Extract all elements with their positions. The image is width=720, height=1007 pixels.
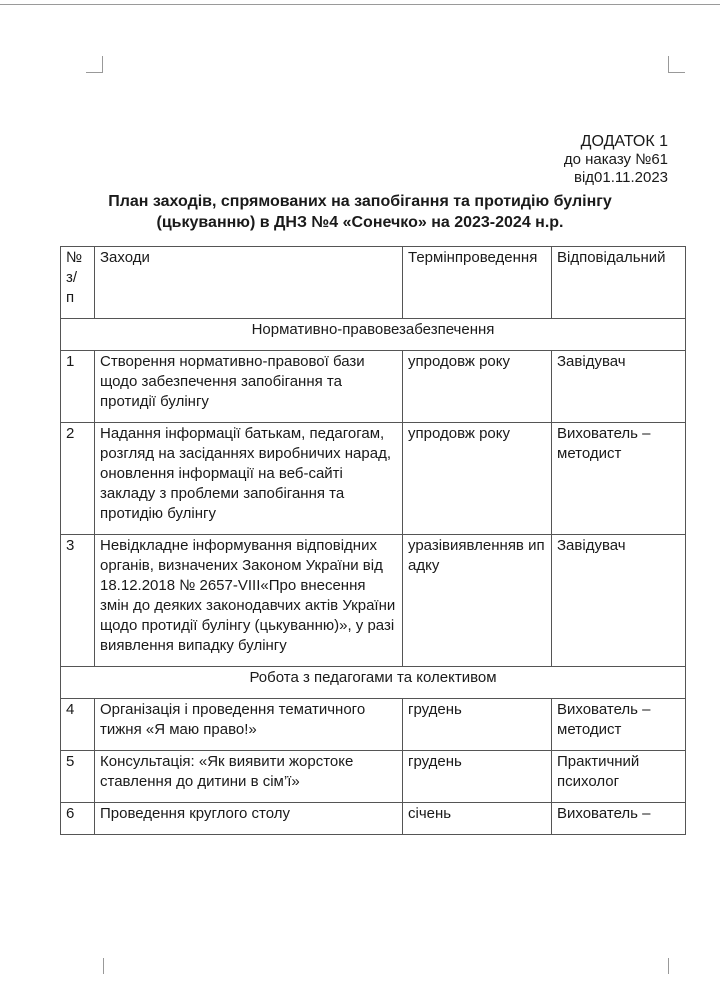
row-action: Організація і проведення тематичного тижня «Я маю право!» xyxy=(95,699,403,751)
row-term: упродовж року xyxy=(403,423,552,535)
row-action: Створення нормативно-правової бази щодо забезпечення запобігання та протидії булінгу xyxy=(95,351,403,423)
appendix-line-2: до наказу №61 xyxy=(563,151,668,168)
row-responsible: Завідувач xyxy=(552,535,686,667)
table-header-row xyxy=(61,247,686,319)
page-top-edge xyxy=(0,4,720,5)
header-action: Заходи xyxy=(95,247,403,319)
row-responsible: Вихователь – xyxy=(552,803,686,835)
appendix-line-3: від01.11.2023 xyxy=(573,169,668,186)
title-line-1: План заходів, спрямованих на запобігання та протидію булінгу xyxy=(108,193,612,210)
corner-mark-bottom-right xyxy=(668,958,670,974)
row-responsible: Завідувач xyxy=(552,351,686,423)
row-action: Невідкладне інформування відповідних органів, визначених Законом України від 18.12.2018 № 2657-VIII«Про внесення змін до деяких законодавчих актів України щодо протидії булінгу (цькуванню)», у разі виявлення випадку булінгу xyxy=(95,535,403,667)
row-responsible: Вихователь – методист xyxy=(552,699,686,751)
row-responsible: Практичний психолог xyxy=(552,751,686,803)
document-title xyxy=(60,191,660,233)
table-row xyxy=(61,803,686,835)
row-action: Консультація: «Як виявити жорстоке ставлення до дитини в сім’ї» xyxy=(95,751,403,803)
row-term: січень xyxy=(403,803,552,835)
corner-mark-bottom-left xyxy=(103,958,105,974)
section-title: Нормативно-правовезабезпечення xyxy=(61,319,686,351)
row-num: 3 xyxy=(61,535,95,667)
section-row xyxy=(61,667,686,699)
row-num: 2 xyxy=(61,423,95,535)
header-num: № з/ п xyxy=(61,247,95,319)
row-action: Надання інформації батькам, педагогам, розгляд на засіданнях виробничих нарад, оновлення інформації на веб-сайті закладу з проблеми запобігання та протидію булінгу xyxy=(95,423,403,535)
row-num: 6 xyxy=(61,803,95,835)
row-num: 1 xyxy=(61,351,95,423)
row-num: 4 xyxy=(61,699,95,751)
row-term: упродовж року xyxy=(403,351,552,423)
title-line-2: (цькуванню) в ДНЗ №4 «Сонечко» на 2023-2024 н.р. xyxy=(156,214,564,231)
row-term: грудень xyxy=(403,699,552,751)
row-responsible: Вихователь – методист xyxy=(552,423,686,535)
section-title: Робота з педагогами та колективом xyxy=(61,667,686,699)
table-row xyxy=(61,351,686,423)
appendix-block xyxy=(564,133,668,187)
row-action: Проведення круглого столу xyxy=(95,803,403,835)
row-term: уразівиявленняв ипадку xyxy=(403,535,552,667)
row-num: 5 xyxy=(61,751,95,803)
table-row xyxy=(61,423,686,535)
table-row xyxy=(61,751,686,803)
row-term: грудень xyxy=(403,751,552,803)
header-term: Термінпроведення xyxy=(403,247,552,319)
section-row xyxy=(61,319,686,351)
table-row xyxy=(61,699,686,751)
header-responsible: Відповідальний xyxy=(552,247,686,319)
table-row xyxy=(61,535,686,667)
appendix-line-1: ДОДАТОК 1 xyxy=(580,133,668,150)
corner-mark-top-right xyxy=(668,56,685,73)
measures-table xyxy=(60,246,686,835)
corner-mark-top-left xyxy=(86,56,103,73)
